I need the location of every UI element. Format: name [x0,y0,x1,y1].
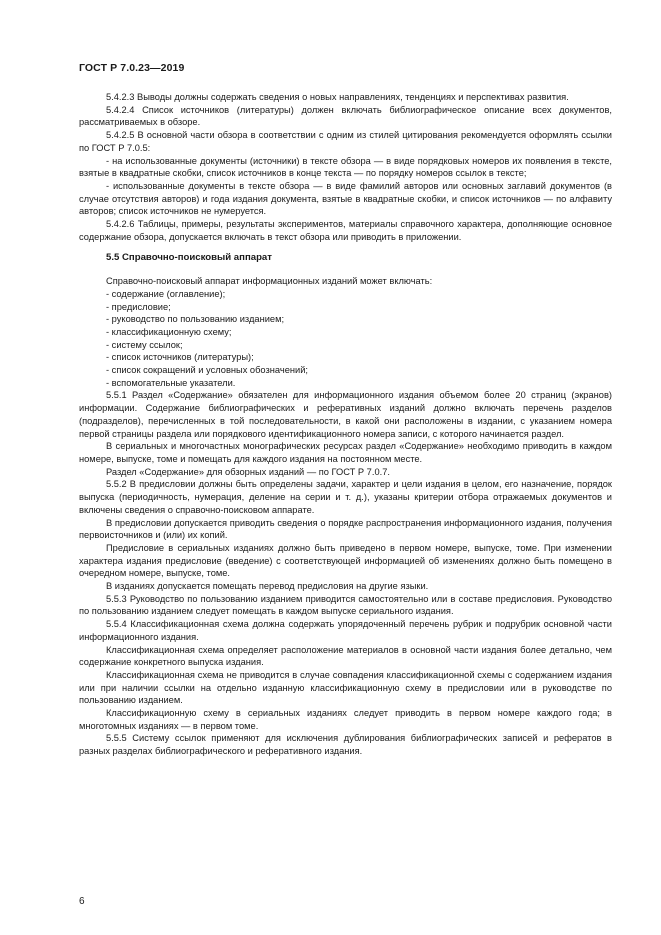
paragraph-author-refs: - использованные документы в тексте обзора — в виде фамилий авторов или основных заглавий документов (в случае отсутствия авторов) и года издания документа, взятые в квадратные скобки, и список источников — по алфавиту авторов; список источников не нумеруется. [79,180,612,217]
paragraph-5-4-2-4: 5.4.2.4 Список источников (литературы) должен включать библиографическое описание всех документов, рассматриваемых в обзоре. [79,104,612,128]
apparatus-list [79,288,612,390]
list-item: - систему ссылок; [106,339,183,350]
paragraph-preface-distribution: В предисловии допускается приводить сведения о порядке распространения информационного издания, получения первоисточников и (или) их копий. [79,517,612,541]
paragraph-preface-serial: Предисловие в сериальных изданиях должно быть приведено в первом номере, выпуске, томе. При изменении характера издания предисловие (введение) с соответствующей информацией об изменениях должно быть помещено в очередном номере, выпуске, томе. [79,542,612,579]
list-item: - руководство по пользованию изданием; [106,314,285,325]
paragraph-5-5-5: 5.5.5 Систему ссылок применяют для исключения дублирования библиографических записей и рефератов в разных разделах библиографического и реферативного издания. [79,733,612,757]
paragraph-5-5-1: 5.5.1 Раздел «Содержание» обязателен для информационного издания объемом более 20 страниц (экранов) информации. Содержание библиографических и реферативных изданий должно включать перечень разделов (подразделов), перечисленных в той последовательности, в какой они расположены в издании, с указанием номера первой страницы раздела или порядкового идентификационного номера записи, с которого начинается раздел. [79,390,612,439]
list-item: - содержание (оглавление); [106,288,226,299]
list-item: - вспомогательные указатели. [106,377,236,388]
list-item: - список сокращений и условных обозначений; [106,365,308,376]
paragraph-classification-detail: Классификационная схема определяет расположение материалов в основной части издания более детально, чем содержание конкретного выпуска издания. [79,644,612,668]
paragraph-5-4-2-3: 5.4.2.3 Выводы должны содержать сведения о новых направлениях, тенденциях и перспективах развития. [106,92,569,102]
paragraph-classification-serial: Классификационную схему в сериальных изданиях следует приводить в первом номере каждого года; в многотомных изданиях — в первом томе. [79,708,612,731]
paragraph-5-5-2: 5.5.2 В предисловии должны быть определены задачи, характер и цели издания в целом, его назначение, порядок выпуска (периодичность, нумерация, деление на серии и т. д.), указаны критерии отбора отражаемых документов и включены сведения о справочно-поисковом аппарате. [79,479,612,515]
page-number: 6 [79,896,85,907]
paragraph-numbered-refs: - на использованные документы (источники) в тексте обзора — в виде порядковых номеров их появления в тексте, взятые в квадратные скобки, список источников в конце текста — по порядку номеров ссылок в тексте; [79,155,612,179]
paragraph-5-4-2-6: 5.4.2.6 Таблицы, примеры, результаты экспериментов, материалы справочного характера, дополняющие основное содержание обзора, допускается включать в текст обзора или приводить в приложении. [79,219,612,242]
paragraph-serial-contents: В сериальных и многочастных монографических ресурсах раздел «Содержание» необходимо приводить в каждом номере, выпуске, томе и помещать для каждого издания на постоянном месте. [79,441,612,464]
document-header: ГОСТ Р 7.0.23—2019 [79,62,185,74]
paragraph-5-5-3: 5.5.3 Руководство по пользованию изданием приводится самостоятельно или в составе предисловия. Руководство по пользованию изданием следует помещать в каждом выпуске сериального издания. [79,593,612,617]
paragraph-preface-translation: В изданиях допускается помещать перевод предисловия на другие языки. [106,581,429,592]
section-heading: 5.5 Справочно-поисковый аппарат [106,252,272,264]
paragraph-classification-omit: Классификационная схема не приводится в случае совпадения классификационной схемы с содержанием издания или при наличии ссылки на отдельно изданную классификационную схему в предисловии или в руководстве по пользованию изданием. [79,669,612,706]
paragraph-review-contents: Раздел «Содержание» для обзорных изданий — по ГОСТ Р 7.0.7. [106,466,390,477]
section-intro: Справочно-поисковый аппарат информационных изданий может включать: [106,276,433,287]
list-item: - классификационную схему; [106,326,232,337]
document-body [79,91,612,758]
list-item: - предисловие; [106,301,171,312]
paragraph-5-5-4: 5.5.4 Классификационная схема должна содержать упорядоченный перечень рубрик и подрубрик основной части информационного издания. [79,619,612,642]
paragraph-5-4-2-5: 5.4.2.5 В основной части обзора в соответствии с одним из стилей цитирования рекомендуется оформлять ссылки по ГОСТ Р 7.0.5: [79,130,612,153]
list-item: - список источников (литературы); [106,352,254,363]
